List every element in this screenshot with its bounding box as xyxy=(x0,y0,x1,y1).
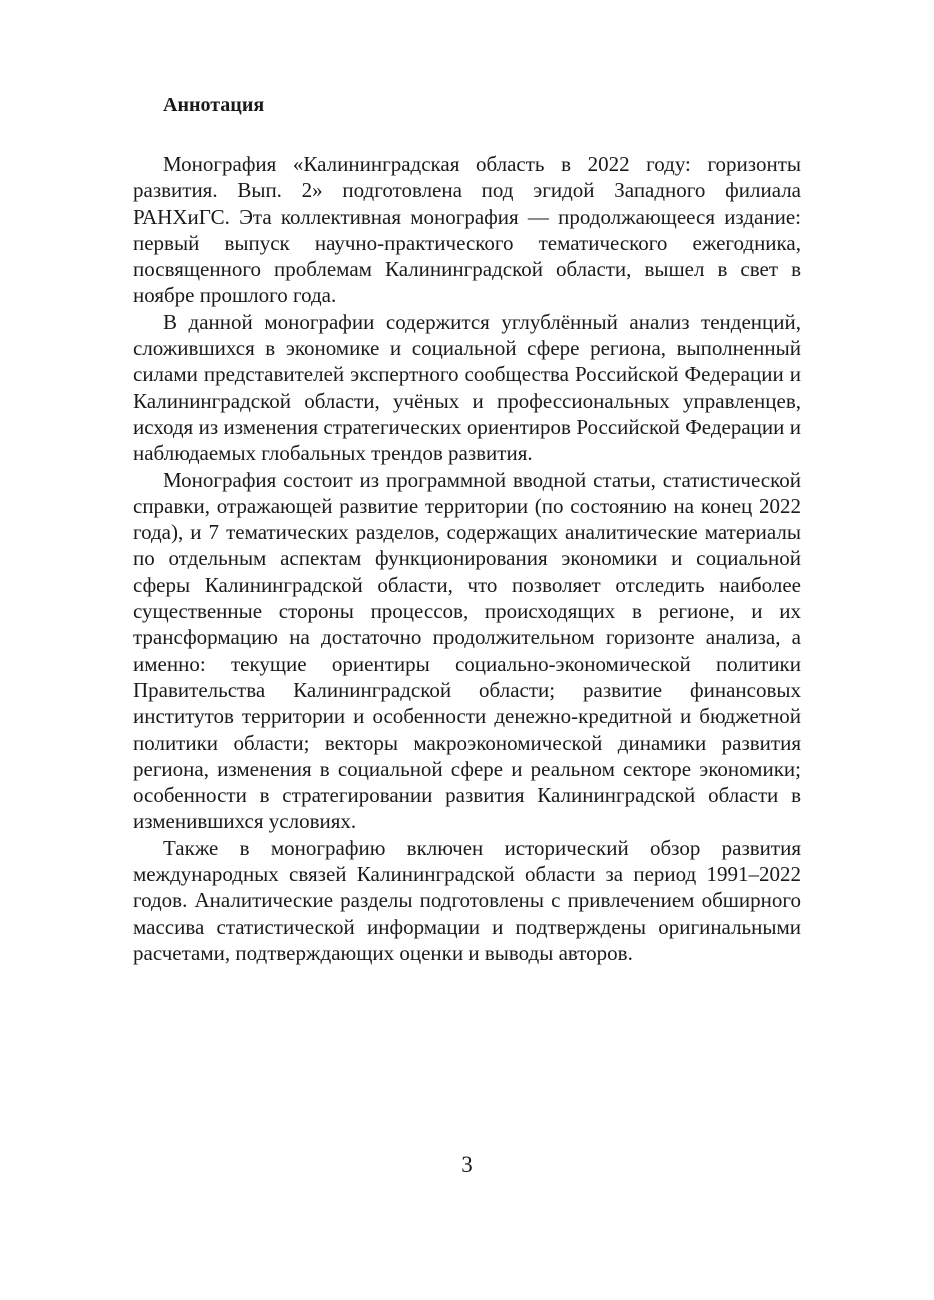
paragraph-1: Монография «Калининградская область в 2022 году: горизонты развития. Вып. 2» подготовлена под эгидой Западного филиала РАНХиГС. Эта коллективная монография — продолжающееся издание: первый выпуск научно-практического тематического ежегодника, посвященного проблемам Калининградской области, вышел в свет в ноябре прошлого года. xyxy=(133,152,801,308)
paragraph-2: В данной монографии содержится углублённый анализ тенденций, сложившихся в экономике и социальной сфере региона, выполненный силами представителей экспертного сообщества Российской Федерации и Калининградской области, учёных и профессиональных управленцев, исходя из изменения стратегических ориентиров Российской Федерации и наблюдаемых глобальных трендов развития. xyxy=(133,309,801,466)
page-number: 3 xyxy=(461,1152,473,1177)
paragraph-3: Монография состоит из программной вводной статьи, статистической справки, отражающей развитие территории (по состоянию на конец 2022 года), и 7 тематических разделов, содержащих аналитические материалы по отдельным аспектам функционирования экономики и социальной сферы Калининградской области, что позволяет отследить наиболее существенные стороны процессов, происходящих в регионе, и их трансформацию на достаточно продолжительном горизонте анализа, а именно: текущие ориентиры социально-экономической политики Правительства Калининградской области; развитие финансовых институтов территории и особенности денежно-кредитной и бюджетной политики области; векторы макроэкономической динамики развития региона, изменения в социальной сфере и реальном секторе экономики; особенности в стратегировании развития Калининградской области в изменившихся условиях. xyxy=(133,467,801,834)
page-title: Аннотация xyxy=(163,94,265,116)
document-page xyxy=(133,92,801,966)
paragraph-4: Также в монографию включен исторический обзор развития международных связей Калининградской области за период 1991–2022 годов. Аналитические разделы подготовлены с привлечением обширного массива статистической информации и подтверждены оригинальными расчетами, подтверждающих оценки и выводы авторов. xyxy=(133,835,801,965)
